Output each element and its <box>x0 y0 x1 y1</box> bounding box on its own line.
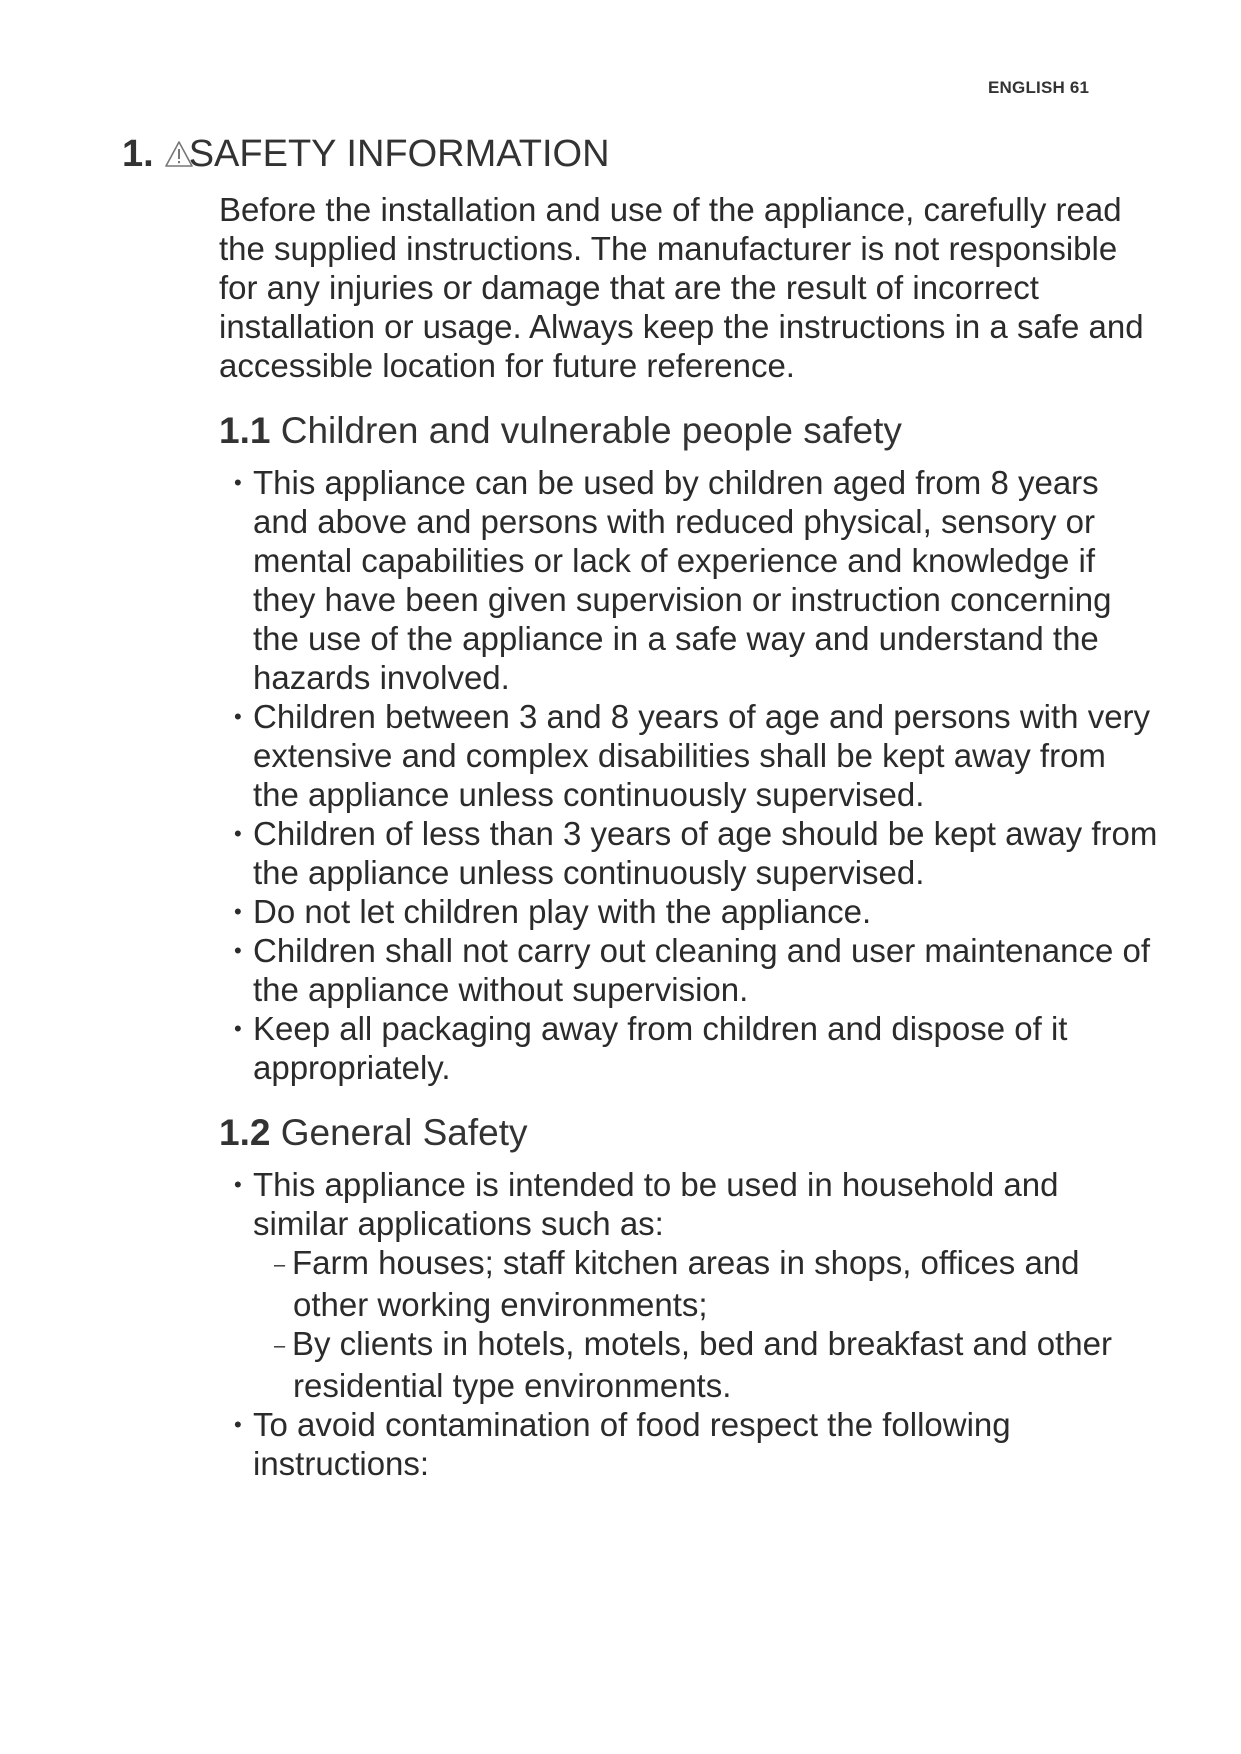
list-item-text: Children between 3 and 8 years of age and persons with very extensive and complex disabilities shall be kept away from the appliance unless continuously supervised. <box>253 698 1151 813</box>
document-body <box>219 190 1159 1483</box>
bullet-icon: • <box>234 1412 242 1437</box>
chapter-number: 1. <box>122 133 154 175</box>
list-item-text: This appliance can be used by children aged from 8 years and above and persons with reduced physical, sensory or mental capabilities or lack of experience and knowledge if they have been given supervision or instruction concerning the use of the appliance in a safe way and understand the hazards involved. <box>253 464 1112 696</box>
chapter-title-text: SAFETY INFORMATION <box>188 133 610 175</box>
bullet-icon: • <box>234 821 242 846</box>
bullet-icon: • <box>234 899 242 924</box>
page-header: ENGLISH 61 <box>988 78 1090 97</box>
list-item-text: Keep all packaging away from children and dispose of it appropriately. <box>253 1010 1068 1086</box>
intro-paragraph: Before the installation and use of the appliance, carefully read the supplied instructions. The manufacturer is not responsible for any injuries or damage that are the result of incorrect installation or usage. Always keep the instructions in a safe and accessible location for future reference. <box>219 191 1144 384</box>
bullet-list-children-safety <box>219 463 1159 1087</box>
list-item-text: To avoid contamination of food respect the following instructions: <box>253 1406 1011 1482</box>
bullet-icon: • <box>234 1172 242 1197</box>
section-title-text: General Safety <box>280 1112 528 1153</box>
bullet-icon: • <box>234 704 242 729</box>
list-item <box>219 814 1159 892</box>
list-item <box>219 1405 1159 1483</box>
bullet-icon: • <box>234 470 242 495</box>
list-item-text: Children shall not carry out cleaning and user maintenance of the appliance without supervision. <box>253 932 1151 1008</box>
list-item-text: This appliance is intended to be used in household and similar applications such as: <box>253 1166 1059 1242</box>
bullet-list-general-safety <box>219 1165 1159 1483</box>
section-title-1-2 <box>219 1111 1159 1155</box>
chapter-title <box>122 132 610 176</box>
list-item <box>219 697 1159 814</box>
section-title-1-1 <box>219 409 1159 453</box>
dash-sublist <box>253 1243 1159 1405</box>
list-item-text: Children of less than 3 years of age should be kept away from the appliance unless continuously supervised. <box>253 815 1158 891</box>
sub-list-item-text: By clients in hotels, motels, bed and breakfast and other residential type environments. <box>292 1325 1112 1404</box>
list-item-text: Do not let children play with the appliance. <box>253 893 872 930</box>
section-number: 1.2 <box>219 1112 271 1153</box>
list-item <box>219 1009 1159 1087</box>
list-item <box>219 931 1159 1009</box>
sub-list-item <box>260 1324 1159 1405</box>
sub-list-item <box>260 1243 1159 1324</box>
list-item <box>219 892 1159 931</box>
list-item <box>219 1165 1159 1405</box>
sub-list-item-text: Farm houses; staff kitchen areas in shops, offices and other working environments; <box>292 1244 1080 1323</box>
bullet-icon: • <box>234 1016 242 1041</box>
section-number: 1.1 <box>219 410 271 451</box>
list-item <box>219 463 1159 697</box>
section-title-text: Children and vulnerable people safety <box>280 410 902 451</box>
dash-icon: – <box>274 1254 286 1276</box>
bullet-icon: • <box>234 938 242 963</box>
dash-icon: – <box>274 1335 286 1357</box>
